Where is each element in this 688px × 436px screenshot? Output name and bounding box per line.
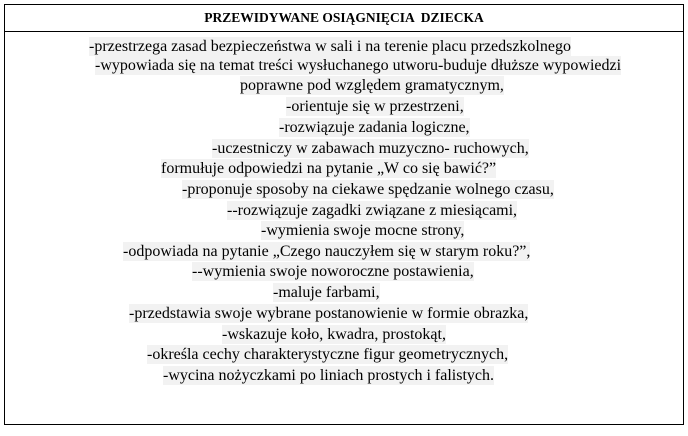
list-item: -przestrzega zasad bezpieczeństwa w sali i na terenie placu przedszkolnego [89, 38, 571, 55]
list-item: -określa cechy charakterystyczne figur geometrycznych, [147, 346, 509, 363]
list-item: -odpowiada na pytanie „Czego nauczyłem się w starym roku?”, [123, 243, 531, 260]
list-item: poprawne pod względem gramatycznym, [240, 77, 504, 94]
list-item: -proponuje sposoby na ciekawe spędzanie wolnego czasu, [182, 181, 554, 198]
list-item: -maluje farbami, [273, 284, 380, 301]
list-item: formułuje odpowiedzi na pytanie „W co się bawić?” [161, 160, 497, 177]
list-item: -rozwiązuje zadania logiczne, [279, 119, 470, 136]
list-item: -wypowiada się na temat treści wysłuchanego utworu-buduje dłuższe wypowiedzi [95, 57, 622, 74]
list-item: -uczestniczy w zabawach muzyczno- ruchowych, [212, 140, 529, 157]
list-item: -przedstawia swoje wybrane postanowienie w formie obrazka, [129, 305, 529, 322]
list-item: -wskazuje koło, kwadra, prostokąt, [222, 326, 446, 343]
list-item: --wymienia swoje noworoczne postawienia, [192, 263, 474, 280]
list-item: -orientuje się w przestrzeni, [286, 98, 464, 115]
table-header: PRZEWIDYWANE OSIĄGNIĘCIA DZIECKA [5, 5, 683, 32]
table-body [5, 32, 683, 425]
document-table [4, 4, 684, 425]
list-item: --rozwiązuje zagadki związane z miesiącami, [227, 202, 518, 219]
list-item: -wycina nożyczkami po liniach prostych i falistych. [163, 367, 495, 384]
list-item: -wymienia swoje mocne strony, [261, 222, 465, 239]
